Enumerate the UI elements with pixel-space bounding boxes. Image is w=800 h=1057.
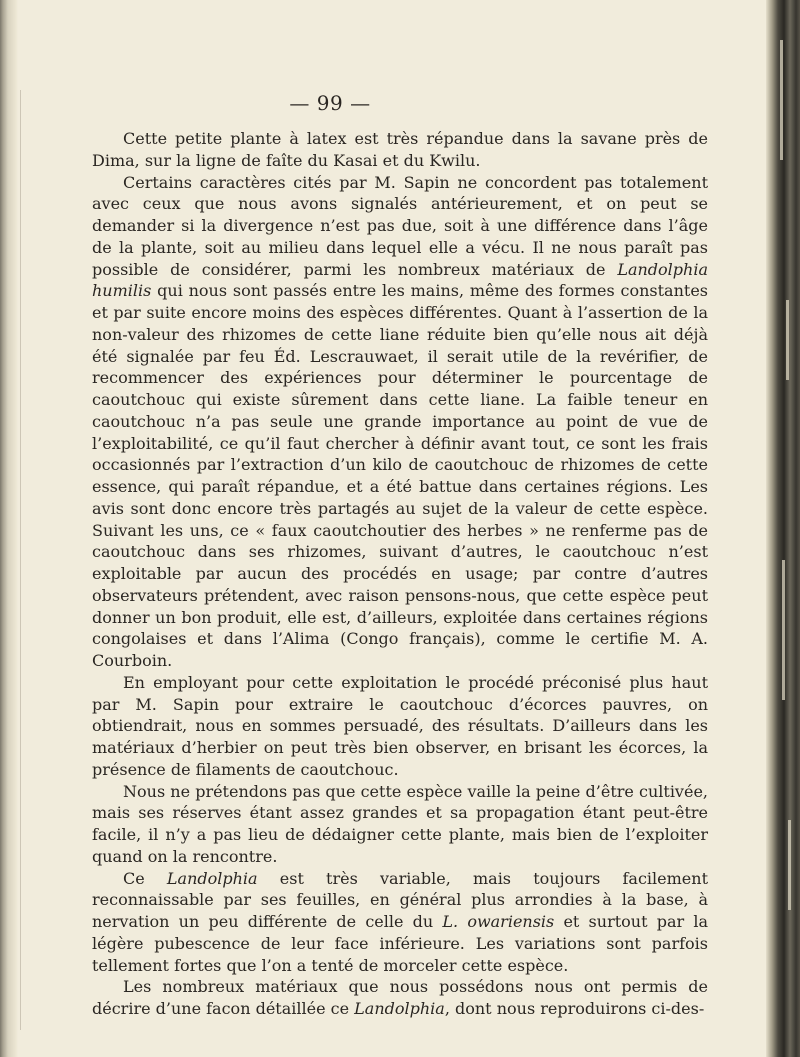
body-text — [92, 128, 708, 1020]
text-run: Certains caractères cités par M. Sapin ne concordent pas totalement avec ceux que nous avons signalés antérieurement, et on peut se demander si la divergence n’est pas due, soit à une différence dans l’âge de la plante, soit au milieu dans lequel elle a vécu. Il ne nous paraît pas possible de considérer, parmi les nombreux matériaux de — [92, 172, 708, 279]
species-name: L. owariensis — [442, 912, 555, 931]
paragraph — [92, 868, 708, 977]
text-run: qui nous sont passés entre les mains, même des formes constantes et par suite encore moins des espèces différentes. Quant à l’assertion de la non-valeur des rhizomes de cette liane réduite bien qu’elle nous ait déjà été signalée par feu Éd. Lescrauwaet, il serait utile de la revérifier, de recommencer des expériences pour déterminer le pourcentage de caoutchouc qui existe sûrement dans cette liane. La faible teneur en caoutchouc n’a pas seule une grande importance au point de vue de l’exploitabilité, ce qu’il faut chercher à définir avant tout, ce sont les frais occasionnés par l’extraction d’un kilo de caoutchouc de rhizomes de cette essence, qui paraît répandue, et a été battue dans certaines régions. Les avis sont donc encore très partagés au sujet de la valeur de cette espèce. Suivant les uns, ce « faux caoutchoutier des herbes » ne renferme pas de caoutchouc dans ses rhizomes, suivant d’autres, le caoutchouc n’est exploitable par aucun des procédés en usage; par contre d’autres observateurs prétendent, avec raison pensons-nous, que cette espèce peut donner un bon produit, elle est, d’ailleurs, exploitée dans certaines régions congolaises et dans l’Alima (Congo français), comme le certifie M. A. Courboin. — [92, 281, 708, 670]
text-run: Cette petite plante à latex est très répandue dans la savane près de Dima, sur la ligne de faîte du Kasai et du Kwilu. — [92, 129, 708, 170]
paragraph — [92, 172, 708, 672]
paragraph — [92, 128, 708, 172]
paragraph — [92, 781, 708, 868]
page-number: — 99 — — [289, 91, 371, 115]
text-run: Nous ne prétendons pas que cette espèce vaille la peine d’être cultivée, mais ses réserves étant assez grandes et sa propagation étant peut-être facile, il n’y a pas lieu de dédaigner cette plante, mais bien de l’exploiter quand on la rencontre. — [92, 781, 708, 866]
page-edge — [766, 0, 800, 1057]
paragraph — [92, 976, 708, 1020]
genus-name: Landolphia — [166, 868, 258, 888]
text-run: Les nombreux matériaux que nous possédons nous ont permis de décrire d’une facon détaillée ce — [92, 977, 708, 1018]
text-run: , dont nous reproduirons ci-des- — [444, 999, 705, 1018]
text-run: En employant pour cette exploitation le procédé préconisé plus haut par M. Sapin pour extraire le caoutchouc d’écorces pauvres, on obtiendrait, nous en sommes persuadé, des résultats. D’ailleurs dans les matériaux d’herbier on peut très bien observer, en brisant les écorces, la présence de filaments de caoutchouc. — [92, 672, 708, 779]
binding-edge — [0, 0, 18, 1057]
text-run: et surtout par la légère pubescence de leur face inférieure. Les variations sont parfois tellement fortes que l’on a tenté de morceler cette espèce. — [92, 912, 708, 975]
paragraph — [92, 672, 708, 781]
text-run: est très variable, mais toujours facilement reconnaissable par ses feuilles, en général plus arrondies à la base, à nervation un peu différente de celle du — [92, 868, 709, 931]
genus-name: Landolphia — [354, 999, 445, 1018]
text-run: Ce — [123, 868, 167, 888]
species-name: Landolphia humilis — [92, 259, 708, 301]
